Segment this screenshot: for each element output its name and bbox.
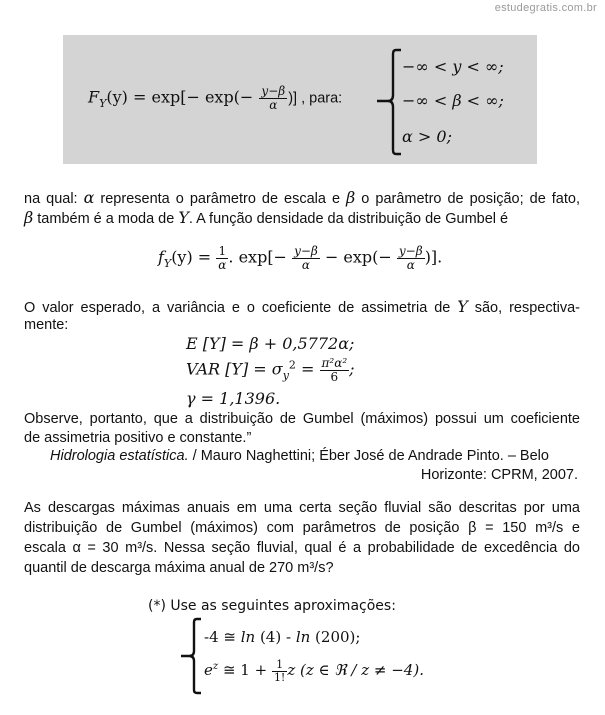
question-line1: As descargas máximas anuais em uma certa seção fluvial são descritas por uma — [24, 500, 580, 516]
variance-formula — [186, 357, 355, 383]
citation-line2: Horizonte: CPRM, 2007. — [420, 467, 578, 483]
expected-value-formula: E [Y] = β + 0,5772α; — [186, 334, 355, 353]
cdf-fraction — [259, 85, 287, 111]
text: (4) - — [255, 628, 296, 646]
pdf-frac3-den: α — [406, 257, 415, 272]
ln-symbol: ln — [295, 628, 311, 646]
cdf-lhs-sub: Y — [99, 96, 107, 110]
text: z (z ∈ ℜ / z ≠ −4). — [287, 661, 424, 680]
hint-title: (*) Use as seguintes aproximações: — [148, 598, 396, 614]
var-sub: y — [282, 368, 289, 382]
text: (200); — [310, 628, 361, 646]
hint-brace — [178, 616, 204, 696]
question-line2: distribuição de Gumbel (máximos) com parâmetros de posição β = 150 m³/s e — [24, 520, 580, 536]
text: também é a moda de — [33, 211, 179, 227]
para1-line2 — [24, 208, 580, 229]
pdf-frac1-num: 1 — [216, 245, 228, 259]
pdf-fraction-1 — [216, 245, 228, 271]
para3-line2: de assimetria positivo e constante.” — [24, 430, 252, 446]
text: o parâmetro de posição; de fato, — [355, 191, 580, 207]
var-num: π²α² — [321, 356, 348, 370]
y-symbol: Y — [457, 297, 468, 316]
para2-line2: mente: — [24, 317, 69, 333]
y-symbol: Y — [178, 208, 189, 227]
text: -4 ≅ — [204, 628, 241, 646]
pdf-fraction-3 — [397, 245, 425, 271]
cdf-condition-2: −∞ < β < ∞; — [402, 91, 504, 110]
text: representa o parâmetro de escala e — [94, 191, 347, 207]
text: ≅ 1 + — [218, 661, 268, 680]
var-sup: 2 — [288, 358, 296, 372]
para1-line1 — [24, 188, 580, 209]
para3-line1: Observe, portanto, que a distribuição de Gumbel (máximos) possui um coeficiente — [24, 411, 580, 427]
citation-title: Hidrologia estatística. — [50, 448, 189, 464]
cdf-frac-den: α — [269, 97, 278, 112]
var-end: ; — [349, 359, 355, 379]
approx2-den: 1! — [273, 670, 286, 684]
citation-authors: / Mauro Naghettini; Éber José de Andrade Pinto. – Belo — [188, 448, 549, 464]
pdf-frac3-num: y−β — [398, 244, 423, 258]
cdf-lhs-arg: (y) = exp[− exp(− — [106, 87, 254, 107]
question-line4: quantil de descarga máxima anual de 270 m³/s? — [24, 560, 334, 576]
text: O valor esperado, a variância e o coeficiente de assimetria de — [24, 300, 458, 316]
var-den: 6 — [330, 369, 339, 384]
approximation-1 — [204, 628, 360, 646]
approximation-2 — [204, 659, 424, 683]
question-line3: escala α = 30 m³/s. Nessa seção fluvial, qual é a probabilidade de excedência do — [24, 540, 580, 556]
cdf-rhs: )] , para: — [288, 90, 343, 107]
cdf-condition-1: −∞ < y < ∞; — [402, 57, 504, 76]
text: . A função densidade da distribuição de Gumbel é — [188, 211, 509, 227]
beta-symbol: β — [24, 208, 34, 227]
pdf-lhs-arg: (y) = — [171, 247, 212, 267]
text: são, respectiva- — [467, 300, 580, 316]
cdf-frac-num: y−β — [261, 84, 286, 98]
alpha-symbol: α — [83, 188, 95, 207]
pdf-lhs: f — [158, 247, 164, 267]
watermark: estudegratis.com.br — [494, 2, 597, 14]
pdf-mid2: − exp(− — [324, 247, 392, 267]
pdf-frac2-num: y−β — [294, 244, 318, 258]
exponent: z — [212, 661, 219, 673]
cdf-lhs: F — [88, 87, 100, 107]
cdf-condition-3: α > 0; — [402, 127, 452, 146]
approx2-fraction — [272, 659, 287, 683]
var-lhs: VAR [Y] = σ — [186, 359, 283, 379]
pdf-fraction-2 — [292, 245, 320, 271]
e-symbol: e — [204, 661, 213, 680]
cdf-conditions-brace — [374, 47, 404, 157]
text: na qual: — [24, 191, 84, 207]
ln-symbol: ln — [240, 628, 256, 646]
gumbel-cdf-formula — [88, 85, 342, 111]
para2-line1 — [24, 297, 580, 318]
pdf-frac2-den: α — [301, 257, 310, 272]
pdf-mid1: . exp[− — [228, 247, 287, 267]
var-eq: = — [295, 359, 315, 379]
beta-symbol: β — [346, 188, 356, 207]
variance-fraction — [320, 357, 350, 383]
pdf-frac1-den: α — [218, 257, 227, 272]
pdf-end: )]. — [424, 247, 443, 267]
citation-line1 — [50, 447, 549, 466]
approx2-num: 1 — [272, 659, 287, 672]
gumbel-pdf-formula — [158, 245, 442, 271]
skewness-formula: γ = 1,1396. — [186, 389, 281, 408]
pdf-lhs-sub: Y — [163, 256, 172, 270]
